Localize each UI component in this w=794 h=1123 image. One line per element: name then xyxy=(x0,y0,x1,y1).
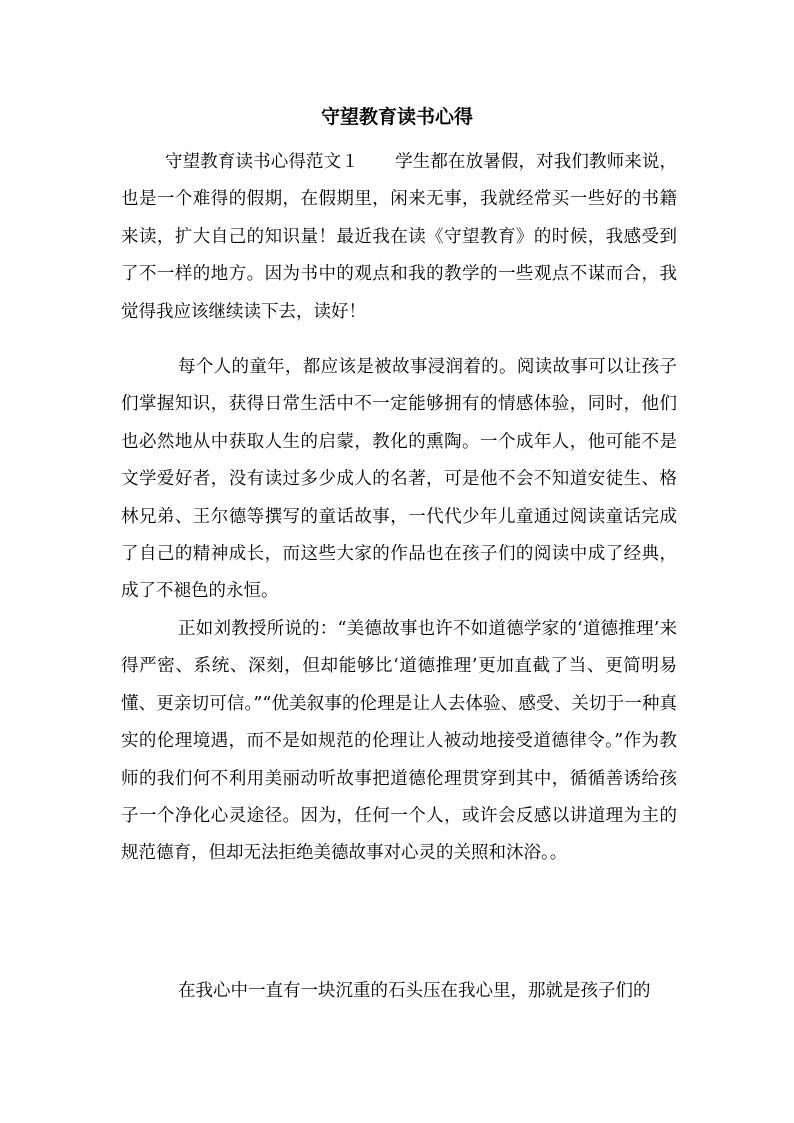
paragraph-1 xyxy=(121,144,677,331)
paragraph-1-text: 学生都在放暑假，对我们教师来说，也是一个难得的假期，在假期里，闲来无事，我就经常买一些好的书籍来读，扩大自己的知识量！最近我在读《守望教育》的时候，我感受到了不一样的地方。因为书中的观点和我的教学的一些观点不谋而合，我觉得我应该继续读下去，读好！ xyxy=(121,152,678,322)
paragraph-2: 每个人的童年，都应该是被故事浸润着的。阅读故事可以让孩子们掌握知识，获得日常生活中不一定能够拥有的情感体验，同时，他们也必然地从中获取人生的启蒙，教化的熏陶。一个成年人，他可能不是文学爱好者，没有读过多少成人的名著，可是他不会不知道安徒生、格林兄弟、王尔德等撰写的童话故事，一代代少年儿童通过阅读童话完成了自己的精神成长，而这些大家的作品也在孩子们的阅读中成了经典，成了不褪色的永恒。 xyxy=(121,357,677,602)
intro-label: 守望教育读书心得范文１ xyxy=(165,152,359,172)
paragraph-3: 正如刘教授所说的：“美德故事也许不如道德学家的‘道德推理’来得严密、系统、深刻，但却能够比‘道德推理’更加直截了当、更简明易懂、更亲切可信。”“优美叙事的伦理是让人去体验、感受、关切于一种真实的伦理境遇，而不是如规范的伦理让人被动地接受道德律令。”作为教师的我们何不利用美丽动听故事把道德伦理贯穿到其中，循循善诱给孩子一个净化心灵途径。因为，任何一个人，或许会反感以讲道理为主的规范德育，但却无法拒绝美德故事对心灵的关照和沐浴。。 xyxy=(121,619,677,864)
paragraph-4: 在我心中一直有一块沉重的石头压在我心里，那就是孩子们的 xyxy=(178,981,651,1001)
document-title: 守望教育读书心得 xyxy=(320,106,473,128)
